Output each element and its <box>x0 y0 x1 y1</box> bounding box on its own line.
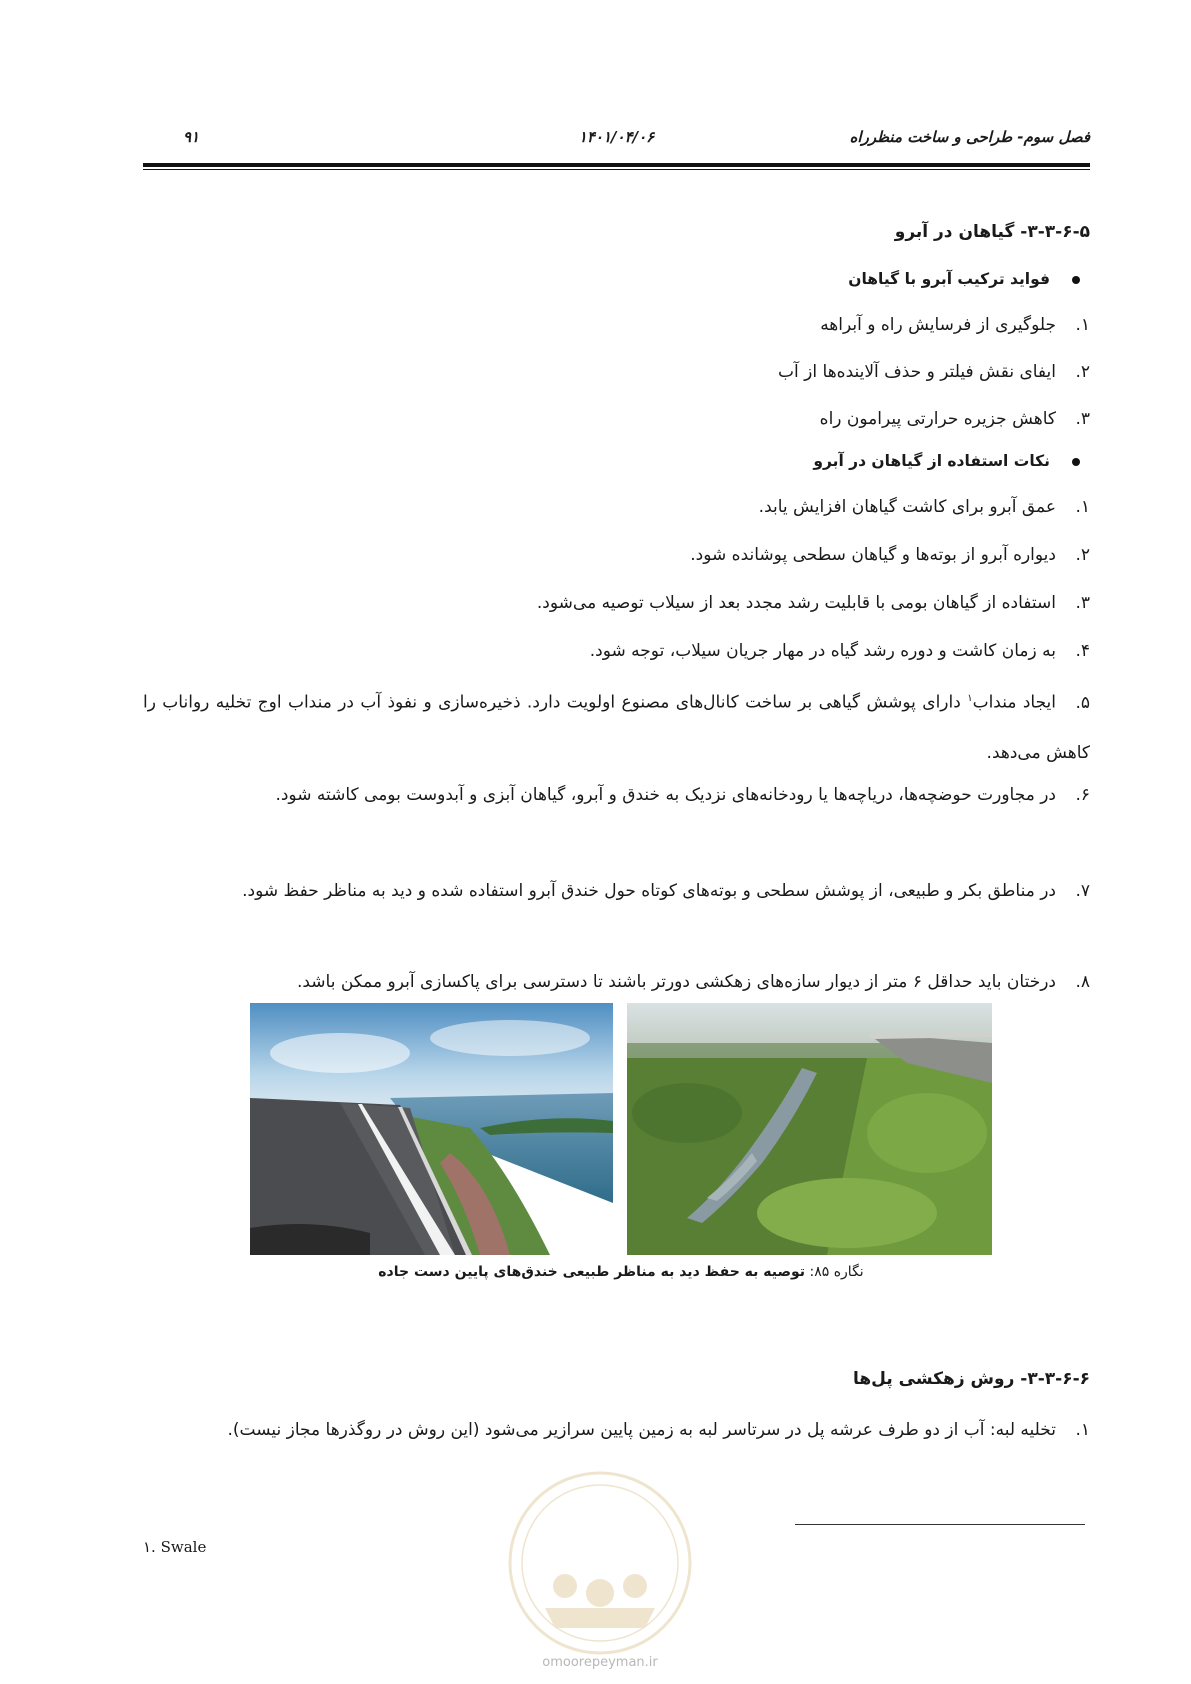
section-heading: ۳-۳-۶-۵- گیاهان در آبرو <box>894 222 1090 242</box>
list-item: ۳.کاهش جزیره حرارتی پیرامون راه <box>819 409 1090 429</box>
list-item: ۱.عمق آبرو برای کاشت گیاهان افزایش یابد. <box>758 497 1090 517</box>
header-rule-thin <box>143 169 1090 170</box>
list-item: ۸.درختان باید حداقل ۶ متر از دیوار سازه‌های زهکشی دورتر باشند تا دسترسی برای پاکسازی آبرو ممکن باشد. <box>296 972 1090 992</box>
road-lake-photo <box>250 1003 613 1255</box>
list-item: ۶.در مجاورت حوضچه‌ها، دریاچه‌ها یا رودخانه‌های نزدیک به خندق و آبرو، گیاهان آبزی و آبدوست بومی کاشته شود. <box>275 785 1090 805</box>
footnote-ref[interactable]: ۱ <box>967 693 973 704</box>
bullet-dot <box>1072 276 1080 284</box>
page-number: ۹۱ <box>183 128 200 146</box>
list-item: ۷.در مناطق بکر و طبیعی، از پوشش سطحی و بوته‌های کوتاه حول خندق آبرو استفاده شده و دید به مناظر حفظ شود. <box>242 881 1090 901</box>
figure-caption-text: توصیه به حفظ دید به مناظر طبیعی خندق‌های پایین دست جاده <box>378 1264 806 1280</box>
bullet-heading: نکات استفاده از گیاهان در آبرو <box>143 452 1090 470</box>
header-date: ۱۴۰۱/۰۴/۰۶ <box>578 128 655 146</box>
list-item: ۲.دیواره آبرو از بوته‌ها و گیاهان سطحی پوشانده شود. <box>690 545 1090 565</box>
section-heading: ۳-۳-۶-۶- روش زهکشی پل‌ها <box>853 1369 1090 1389</box>
list-item: ۵.ایجاد منداب$^۱$ دارای پوشش گیاهی بر ساخت کانال‌های مصنوع اولویت دارد. ذخیره‌سازی و نفوذ آب در منداب اوج تخلیه رواناب را کاهش می‌دهد. <box>143 692 1090 763</box>
figure-photos <box>250 1003 992 1255</box>
list-item: ۱.تخلیه لبه: آب از دو طرف عرشه پل در سرتاسر لبه به زمین پایین سرازیر می‌شود (این روش در روگذرها مجاز نیست). <box>227 1420 1090 1440</box>
watermark-site: omoorepeyman.ir <box>542 1655 658 1670</box>
roadside-ditch-photo <box>627 1003 992 1255</box>
list-item: ۴.به زمان کاشت و دوره رشد گیاه در مهار جریان سیلاب، توجه شود. <box>589 641 1090 661</box>
figure-caption <box>250 1264 992 1280</box>
figure-label: نگاره ۸۵: <box>805 1264 864 1280</box>
list-item: ۲.ایفای نقش فیلتر و حذف آلاینده‌ها از آب <box>778 362 1090 382</box>
header-rule-thick <box>143 163 1090 167</box>
list-item: ۳.استفاده از گیاهان بومی با قابلیت رشد مجدد بعد از سیلاب توصیه می‌شود. <box>536 593 1090 613</box>
page-header <box>143 128 1090 152</box>
watermark-seal-icon <box>505 1468 695 1658</box>
list-item: ۱.جلوگیری از فرسایش راه و آبراهه <box>820 315 1090 335</box>
footnote: ۱. Swale <box>143 1538 207 1556</box>
bullet-dot <box>1072 458 1080 466</box>
bullet-heading: فواید ترکیب آبرو با گیاهان <box>143 270 1090 288</box>
footnote-rule <box>795 1524 1085 1525</box>
chapter-title: فصل سوم- طراحی و ساخت منظرراه <box>849 128 1090 146</box>
